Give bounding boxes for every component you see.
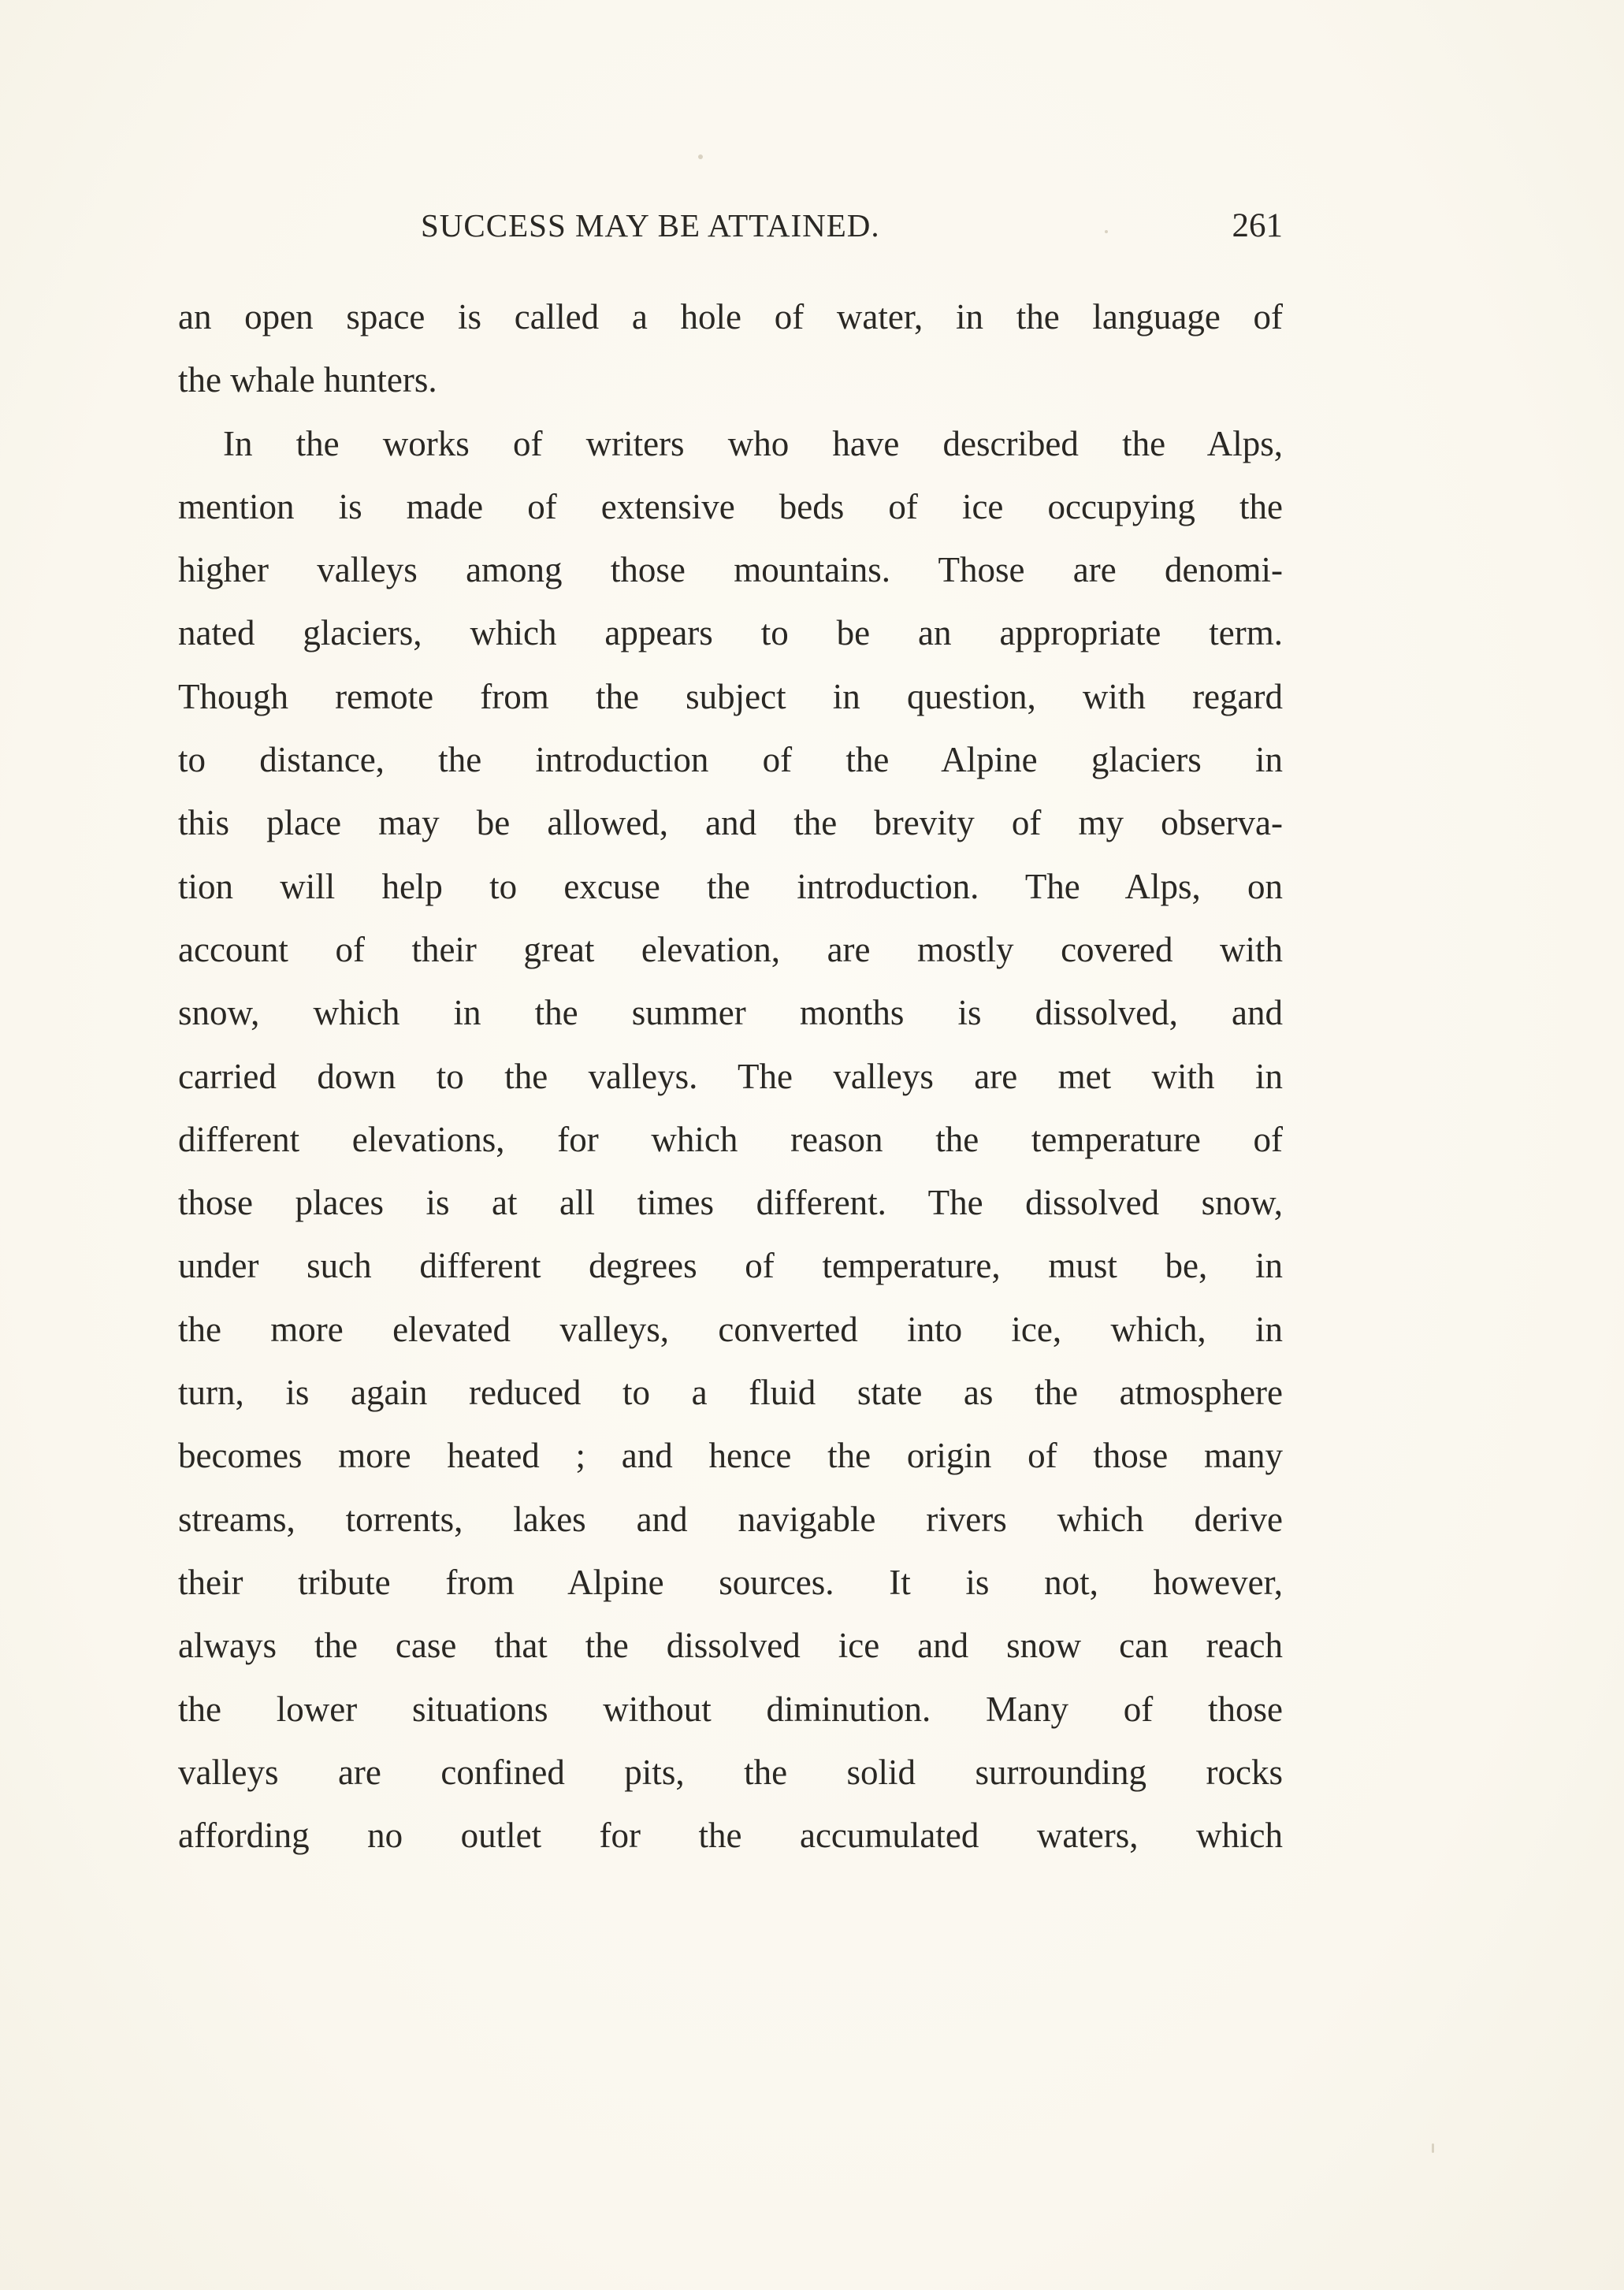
text-line: under such different degrees of temperature, must be, in [178,1246,1283,1286]
text-line: always the case that the dissolved ice and snow can reach [178,1626,1283,1666]
text-line: affording no outlet for the accumulated waters, which [178,1816,1283,1856]
paper-speck [1432,2143,1434,2153]
text-line: streams, torrents, lakes and navigable rivers which derive [178,1499,1283,1539]
text-line: valleys are confined pits, the solid surrounding rocks [178,1752,1283,1792]
paragraph-start-line: In the works of writers who have described the Alps, [223,423,1283,463]
text-line: higher valleys among those mountains. Those are denomi- [178,550,1283,590]
text-line: carried down to the valleys. The valleys are met with in [178,1056,1283,1096]
text-line: snow, which in the summer months is dissolved, and [178,993,1283,1033]
text-line: different elevations, for which reason the temperature of [178,1119,1283,1159]
text-line: their tribute from Alpine sources. It is not, however, [178,1562,1283,1602]
running-title: SUCCESS MAY BE ATTAINED. [421,207,880,243]
text-line: the more elevated valleys, converted into ice, which, in [178,1309,1283,1349]
text-line: this place may be allowed, and the brevity of my observa- [178,803,1283,843]
page-number: 261 [1232,207,1283,244]
text-line: the whale hunters. [178,360,437,400]
text-line: nated glaciers, which appears to be an appropriate term. [178,613,1283,653]
text-line: those places is at all times different. The dissolved snow, [178,1183,1283,1223]
body-text [178,285,1283,1867]
text-line: mention is made of extensive beds of ice occupying the [178,486,1283,526]
paper-speck [698,154,703,159]
text-line: turn, is again reduced to a fluid state as the atmosphere [178,1373,1283,1413]
text-line: Though remote from the subject in question, with regard [178,676,1283,716]
text-line: an open space is called a hole of water, in the language of [178,297,1283,336]
text-line: to distance, the introduction of the Alpine glaciers in [178,740,1283,780]
text-line: account of their great elevation, are mostly covered with [178,929,1283,969]
text-line: the lower situations without diminution. Many of those [178,1689,1283,1729]
text-line: tion will help to excuse the introduction. The Alps, on [178,866,1283,906]
text-line: becomes more heated ; and hence the origin of those many [178,1436,1283,1476]
running-head [178,206,1283,254]
